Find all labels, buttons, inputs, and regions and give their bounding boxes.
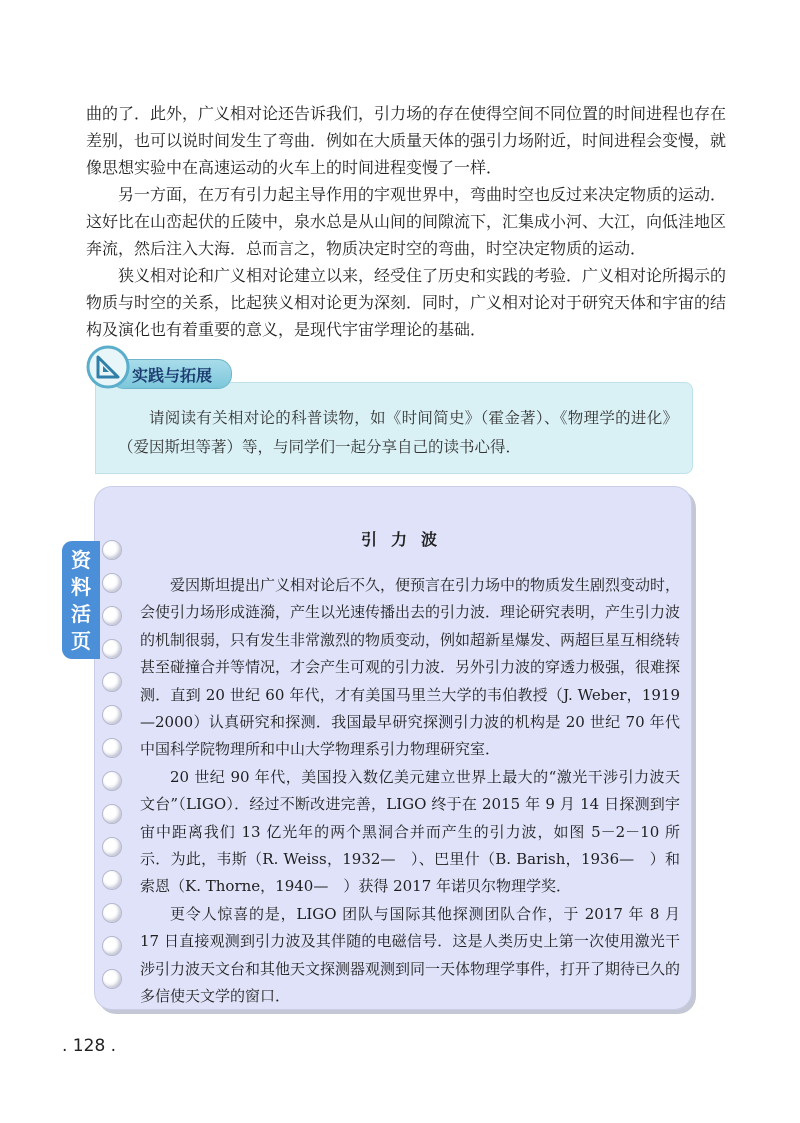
ruler-triangle-icon (86, 345, 130, 389)
binder-ring (102, 870, 122, 890)
binder-ring (102, 639, 122, 659)
binder-ring (102, 738, 122, 758)
reading-paragraph-3: 更令人惊喜的是，LIGO 团队与国际其他探测团队合作，于 2017 年 8 月 17 日直接观测到引力波及其伴随的电磁信号．这是人类历史上第一次使用激光干涉引力波天文台和其他天文探测器观测到同一天体物理学事件，打开了期待已久的多信使天文学的窗口． (140, 904, 681, 1006)
reading-text (140, 572, 680, 1011)
binder-ring (102, 837, 122, 857)
binder-ring (102, 936, 122, 956)
practice-badge (86, 345, 276, 395)
binder-ring (102, 573, 122, 593)
reading-paragraph-1: 爱因斯坦提出广义相对论后不久，便预言在引力场中的物质发生剧烈变动时，会使引力场形成涟漪，产生以光速传播出去的引力波．理论研究表明，产生引力波的机制很弱，只有发生非常激烈的物质变动，例如超新星爆发、两超巨星互相绕转甚至碰撞合并等情况，才会产生可观的引力波．另外引力波的穿透力极强，很难探测．直到 20 世纪 60 年代，才有美国马里兰大学的韦伯教授（J. Weber，1919—2000）认真研究和探测．我国最早研究探测引力波的机构是 20 世纪 70 年代中国科学院物理所和中山大学物理系引力物理研究室． (140, 576, 681, 759)
binder-ring (102, 672, 122, 692)
reading-side-tab (62, 541, 100, 659)
practice-paragraph: 请阅读有关相对论的科普读物，如《时间简史》（霍金著）、《物理学的进化》（爱因斯坦等著）等，与同学们一起分享自己的读书心得． (118, 409, 678, 456)
body-paragraph-3: 狭义相对论和广义相对论建立以来，经受住了历史和实践的考验．广义相对论所揭示的物质与时空的关系，比起狭义相对论更为深刻．同时，广义相对论对于研究天体和宇宙的结构及演化也有着重要的意义，是现代宇宙学理论的基础． (86, 266, 727, 339)
page-number: . 128 . (62, 1036, 117, 1056)
binder-ring (102, 969, 122, 989)
main-body-text (86, 100, 726, 343)
binder-ring (102, 606, 122, 626)
reading-paragraph-2: 20 世纪 90 年代，美国投入数亿美元建立世界上最大的“激光干涉引力波天文台”（LIGO）．经过不断改进完善，LIGO 终于在 2015 年 9 月 14 日探测到宇宙中距离我们 13 亿光年的两个黑洞合并而产生的引力波，如图 5－2－10 所示．为此，韦斯（R. Weiss，1932— ）、巴里什（B. Barish，1936— ）和索恩（K. Thorne，1940— ）获得 2017 年诺贝尔物理学奖． (140, 767, 680, 896)
binder-ring (102, 771, 122, 791)
binder-ring (102, 705, 122, 725)
body-paragraph-1: 曲的了．此外，广义相对论还告诉我们，引力场的存在使得空间不同位置的时间进程也存在差别，也可以说时间发生了弯曲．例如在大质量天体的强引力场附近，时间进程会变慢，就像思想实验中在高速运动的火车上的时间进程变慢了一样． (86, 104, 727, 177)
practice-label: 实践与拓展 (132, 366, 213, 385)
practice-text (118, 404, 678, 462)
reading-title: 引力波 (360, 530, 451, 549)
binder-rings (100, 540, 130, 1000)
binder-ring (102, 903, 122, 923)
binder-ring (102, 804, 122, 824)
body-paragraph-2: 另一方面，在万有引力起主导作用的宇观世界中，弯曲时空也反过来决定物质的运动．这好比在山峦起伏的丘陵中，泉水总是从山间的间隙流下，汇集成小河、大江，向低洼地区奔流，然后注入大海．总而言之，物质决定时空的弯曲，时空决定物质的运动． (86, 185, 727, 258)
side-tab-label: 资料活页 (71, 548, 91, 653)
